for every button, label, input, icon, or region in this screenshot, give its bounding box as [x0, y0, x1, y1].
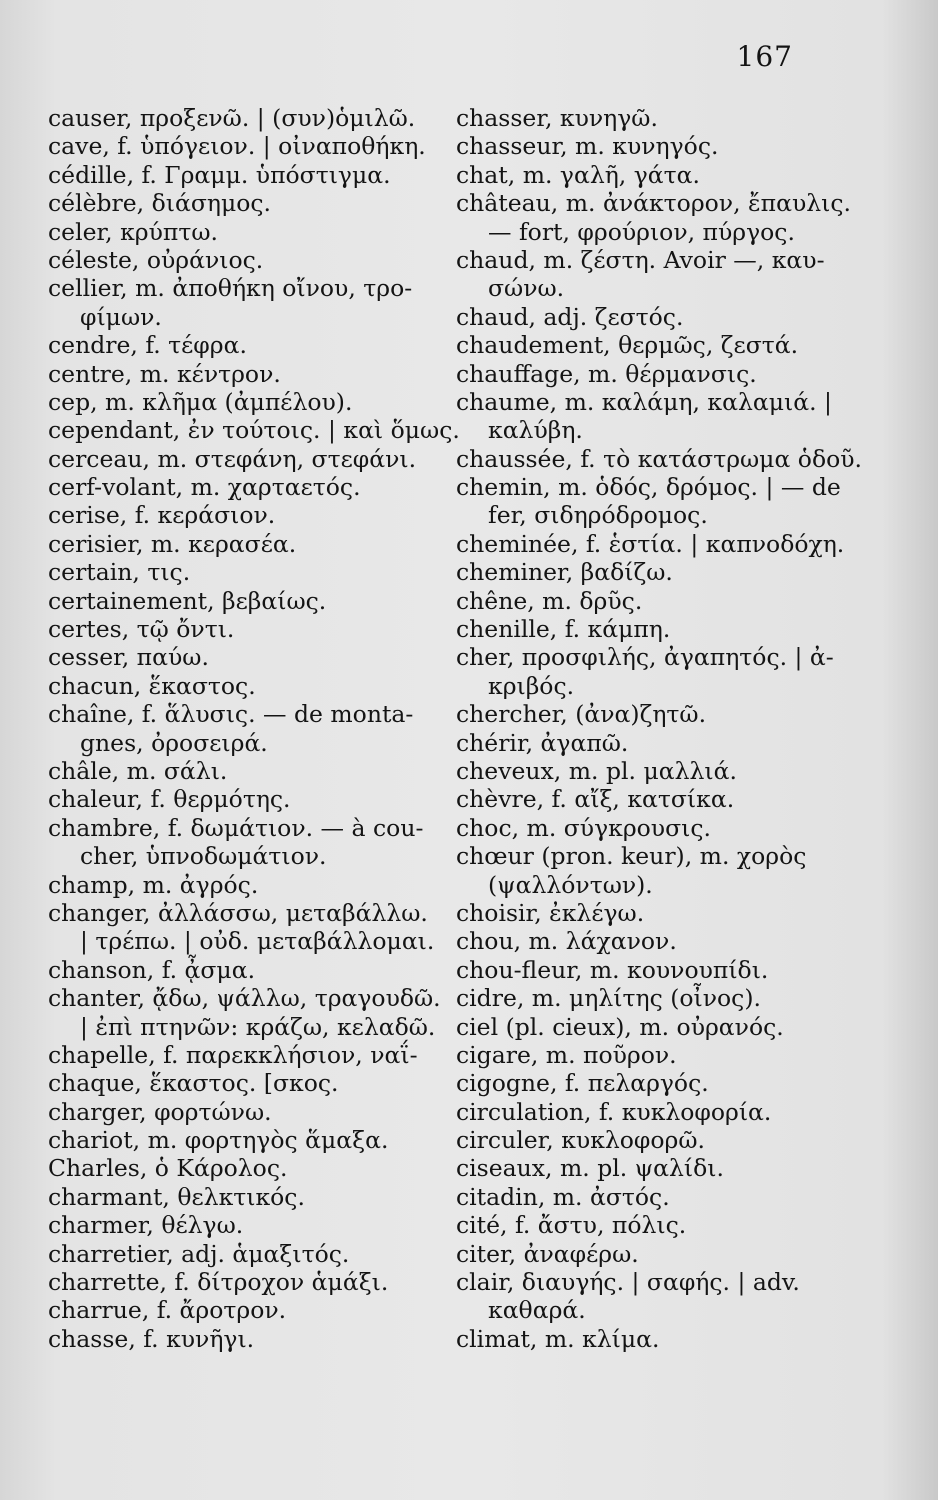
- dictionary-entry-line: — fort, φρούριον, πύργος.: [488, 217, 795, 246]
- dictionary-entry-line: charretier, adj. ἁμαξιτός.: [48, 1239, 350, 1268]
- dictionary-entry-line: ciseaux, m. pl. ψαλίδι.: [456, 1154, 724, 1183]
- dictionary-entry-line: chaume, m. καλάμη, καλαμιά. |: [456, 387, 832, 416]
- dictionary-entry-line: cidre, m. μηλίτης (οἶνος).: [456, 984, 761, 1013]
- dictionary-entry-line: ciel (pl. cieux), m. οὐρανός.: [456, 1012, 784, 1041]
- dictionary-entry-line: charrette, f. δίτροχον ἁμάξι.: [48, 1268, 389, 1297]
- dictionary-entry-line: charger, φορτώνω.: [48, 1097, 272, 1126]
- dictionary-entry-line: citadin, m. ἀστός.: [456, 1182, 670, 1211]
- dictionary-entry-line: chauffage, m. θέρμανσις.: [456, 359, 757, 388]
- dictionary-entry-line: φίμων.: [80, 302, 162, 331]
- left-column: [48, 104, 460, 1353]
- dictionary-entry-line: cerise, f. κεράσιον.: [48, 501, 276, 530]
- dictionary-entry-line: chaud, m. ζέστη. Avoir —, καυ-: [456, 245, 825, 274]
- right-column: [456, 104, 862, 1353]
- dictionary-entry-line: champ, m. ἀγρός.: [48, 870, 259, 899]
- dictionary-entry-line: certain, τις.: [48, 558, 191, 587]
- dictionary-entry-line: céleste, οὐράνιος.: [48, 245, 264, 274]
- dictionary-entry-line: chêne, m. δρῦς.: [456, 586, 643, 615]
- dictionary-entry-line: choisir, ἐκλέγω.: [456, 898, 645, 927]
- dictionary-entry-line: cédille, f. Γραμμ. ὑπόστιγμα.: [48, 160, 391, 189]
- dictionary-entry-line: choc, m. σύγκρουσις.: [456, 813, 711, 842]
- dictionary-entry-line: châle, m. σάλι.: [48, 756, 228, 785]
- dictionary-entry-line: cher, ὑπνοδωμάτιον.: [80, 842, 327, 871]
- dictionary-entry-line: chat, m. γαλῆ, γάτα.: [456, 160, 700, 189]
- dictionary-entry-line: καλύβη.: [488, 416, 583, 445]
- dictionary-entry-line: chasser, κυνηγῶ.: [456, 104, 658, 132]
- dictionary-entry-line: cher, προσφιλής, ἀγαπητός. | ἀ-: [456, 643, 834, 672]
- dictionary-entry-line: cep, m. κλῆμα (ἀμπέλου).: [48, 387, 353, 416]
- dictionary-entry-line: chapelle, f. παρεκκλήσιον, ναΐ-: [48, 1040, 418, 1069]
- dictionary-entry-line: citer, ἀναφέρω.: [456, 1239, 639, 1268]
- dictionary-entry-line: chou, m. λάχανον.: [456, 927, 677, 956]
- dictionary-entry-line: causer, προξενῶ. | (συν)ὁμιλῶ.: [48, 104, 416, 132]
- dictionary-entry-line: charmant, θελκτικός.: [48, 1182, 305, 1211]
- dictionary-entry-line: cheveux, m. pl. μαλλιά.: [456, 756, 737, 785]
- dictionary-entry-line: chanson, f. ᾆσμα.: [48, 955, 256, 984]
- dictionary-entry-line: clair, διαυγής. | σαφής. | adv.: [456, 1268, 800, 1297]
- dictionary-entry-line: fer, σιδηρόδρομος.: [488, 501, 708, 530]
- dictionary-entry-line: cesser, παύω.: [48, 643, 209, 672]
- dictionary-entry-line: chœur (pron. keur), m. χορὸς: [456, 842, 807, 871]
- dictionary-entry-line: (ψαλλόντων).: [488, 870, 653, 899]
- dictionary-entry-line: chèvre, f. αἴξ, κατσίκα.: [456, 785, 735, 814]
- dictionary-entry-line: κριβός.: [488, 671, 575, 700]
- dictionary-entry-line: cheminer, βαδίζω.: [456, 558, 673, 587]
- dictionary-entry-line: chanter, ᾄδω, ψάλλω, τραγουδῶ.: [48, 984, 441, 1013]
- dictionary-entry-line: chemin, m. ὁδός, δρόμος. | — de: [456, 473, 841, 502]
- dictionary-entry-line: cité, f. ἄστυ, πόλις.: [456, 1211, 687, 1240]
- dictionary-entry-line: Charles, ὁ Κάρολος.: [48, 1154, 288, 1183]
- dictionary-entry-line: chaque, ἕκαστος. [σκος.: [48, 1069, 339, 1098]
- dictionary-entry-line: cheminée, f. ἑστία. | καπνοδόχη.: [456, 529, 845, 558]
- dictionary-entry-line: cendre, f. τέφρα.: [48, 331, 247, 360]
- dictionary-entry-line: gnes, ὀροσειρά.: [80, 728, 268, 757]
- dictionary-entry-line: cerisier, m. κερασέα.: [48, 529, 297, 558]
- dictionary-entry-line: chasse, f. κυνῆγι.: [48, 1324, 255, 1353]
- dictionary-entry-line: chaleur, f. θερμότης.: [48, 785, 291, 814]
- dictionary-entry-line: | ἐπὶ πτηνῶν: κράζω, κελαδῶ.: [80, 1012, 436, 1041]
- dictionary-entry-line: chaud, adj. ζεστός.: [456, 302, 684, 331]
- dictionary-entry-line: chaîne, f. ἅλυσις. — de monta-: [48, 700, 414, 729]
- dictionary-entry-line: cellier, m. ἀποθήκη οἴνου, τρο-: [48, 274, 413, 303]
- dictionary-entry-line: chenille, f. κάμπη.: [456, 615, 671, 644]
- dictionary-entry-line: chercher, (ἀνα)ζητῶ.: [456, 700, 707, 729]
- dictionary-entry-line: chaussée, f. τὸ κατάστρωμα ὁδοῦ.: [456, 444, 862, 473]
- dictionary-entry-line: cependant, ἐν τούτοις. | καὶ ὅμως.: [48, 416, 460, 445]
- dictionary-entry-line: circuler, κυκλοφορῶ.: [456, 1126, 705, 1155]
- dictionary-entry-line: château, m. ἀνάκτορον, ἔπαυλις.: [456, 189, 851, 218]
- dictionary-entry-line: certes, τῷ ὄντι.: [48, 615, 235, 644]
- dictionary-entry-line: cerf-volant, m. χαρταετός.: [48, 473, 361, 502]
- dictionary-entry-line: chambre, f. δωμάτιον. — à cou-: [48, 813, 424, 842]
- dictionary-entry-line: καθαρά.: [488, 1296, 586, 1325]
- dictionary-entry-line: célèbre, διάσημος.: [48, 189, 272, 218]
- dictionary-entry-line: celer, κρύπτω.: [48, 217, 218, 246]
- dictionary-entry-line: chou-fleur, m. κουνουπίδι.: [456, 955, 769, 984]
- dictionary-entry-line: chariot, m. φορτηγὸς ἅμαξα.: [48, 1126, 389, 1155]
- dictionary-entry-line: chasseur, m. κυνηγός.: [456, 132, 719, 161]
- dictionary-entry-line: changer, ἀλλάσσω, μεταβάλλω.: [48, 898, 428, 927]
- dictionary-entry-line: chacun, ἕκαστος.: [48, 671, 256, 700]
- dictionary-entry-line: cigare, m. ποῦρον.: [456, 1040, 677, 1069]
- dictionary-entry-line: σώνω.: [488, 274, 565, 303]
- dictionary-entry-line: chérir, ἀγαπῶ.: [456, 728, 629, 757]
- dictionary-entry-line: charrue, f. ἄροτρον.: [48, 1296, 287, 1325]
- page-number: 167: [736, 40, 793, 73]
- dictionary-entry-line: circulation, f. κυκλοφορία.: [456, 1097, 772, 1126]
- dictionary-entry-line: | τρέπω. | οὐδ. μεταβάλλομαι.: [80, 927, 435, 956]
- dictionary-entry-line: cigogne, f. πελαργός.: [456, 1069, 709, 1098]
- dictionary-entry-line: cave, f. ὑπόγειον. | οἰναποθήκη.: [48, 132, 426, 161]
- dictionary-entry-line: cerceau, m. στεφάνη, στεφάνι.: [48, 444, 417, 473]
- dictionary-entry-line: certainement, βεβαίως.: [48, 586, 327, 615]
- dictionary-entry-line: charmer, θέλγω.: [48, 1211, 244, 1240]
- dictionary-entry-line: centre, m. κέντρον.: [48, 359, 281, 388]
- dictionary-entry-line: climat, m. κλίμα.: [456, 1324, 660, 1353]
- dictionary-entry-line: chaudement, θερμῶς, ζεστά.: [456, 331, 799, 360]
